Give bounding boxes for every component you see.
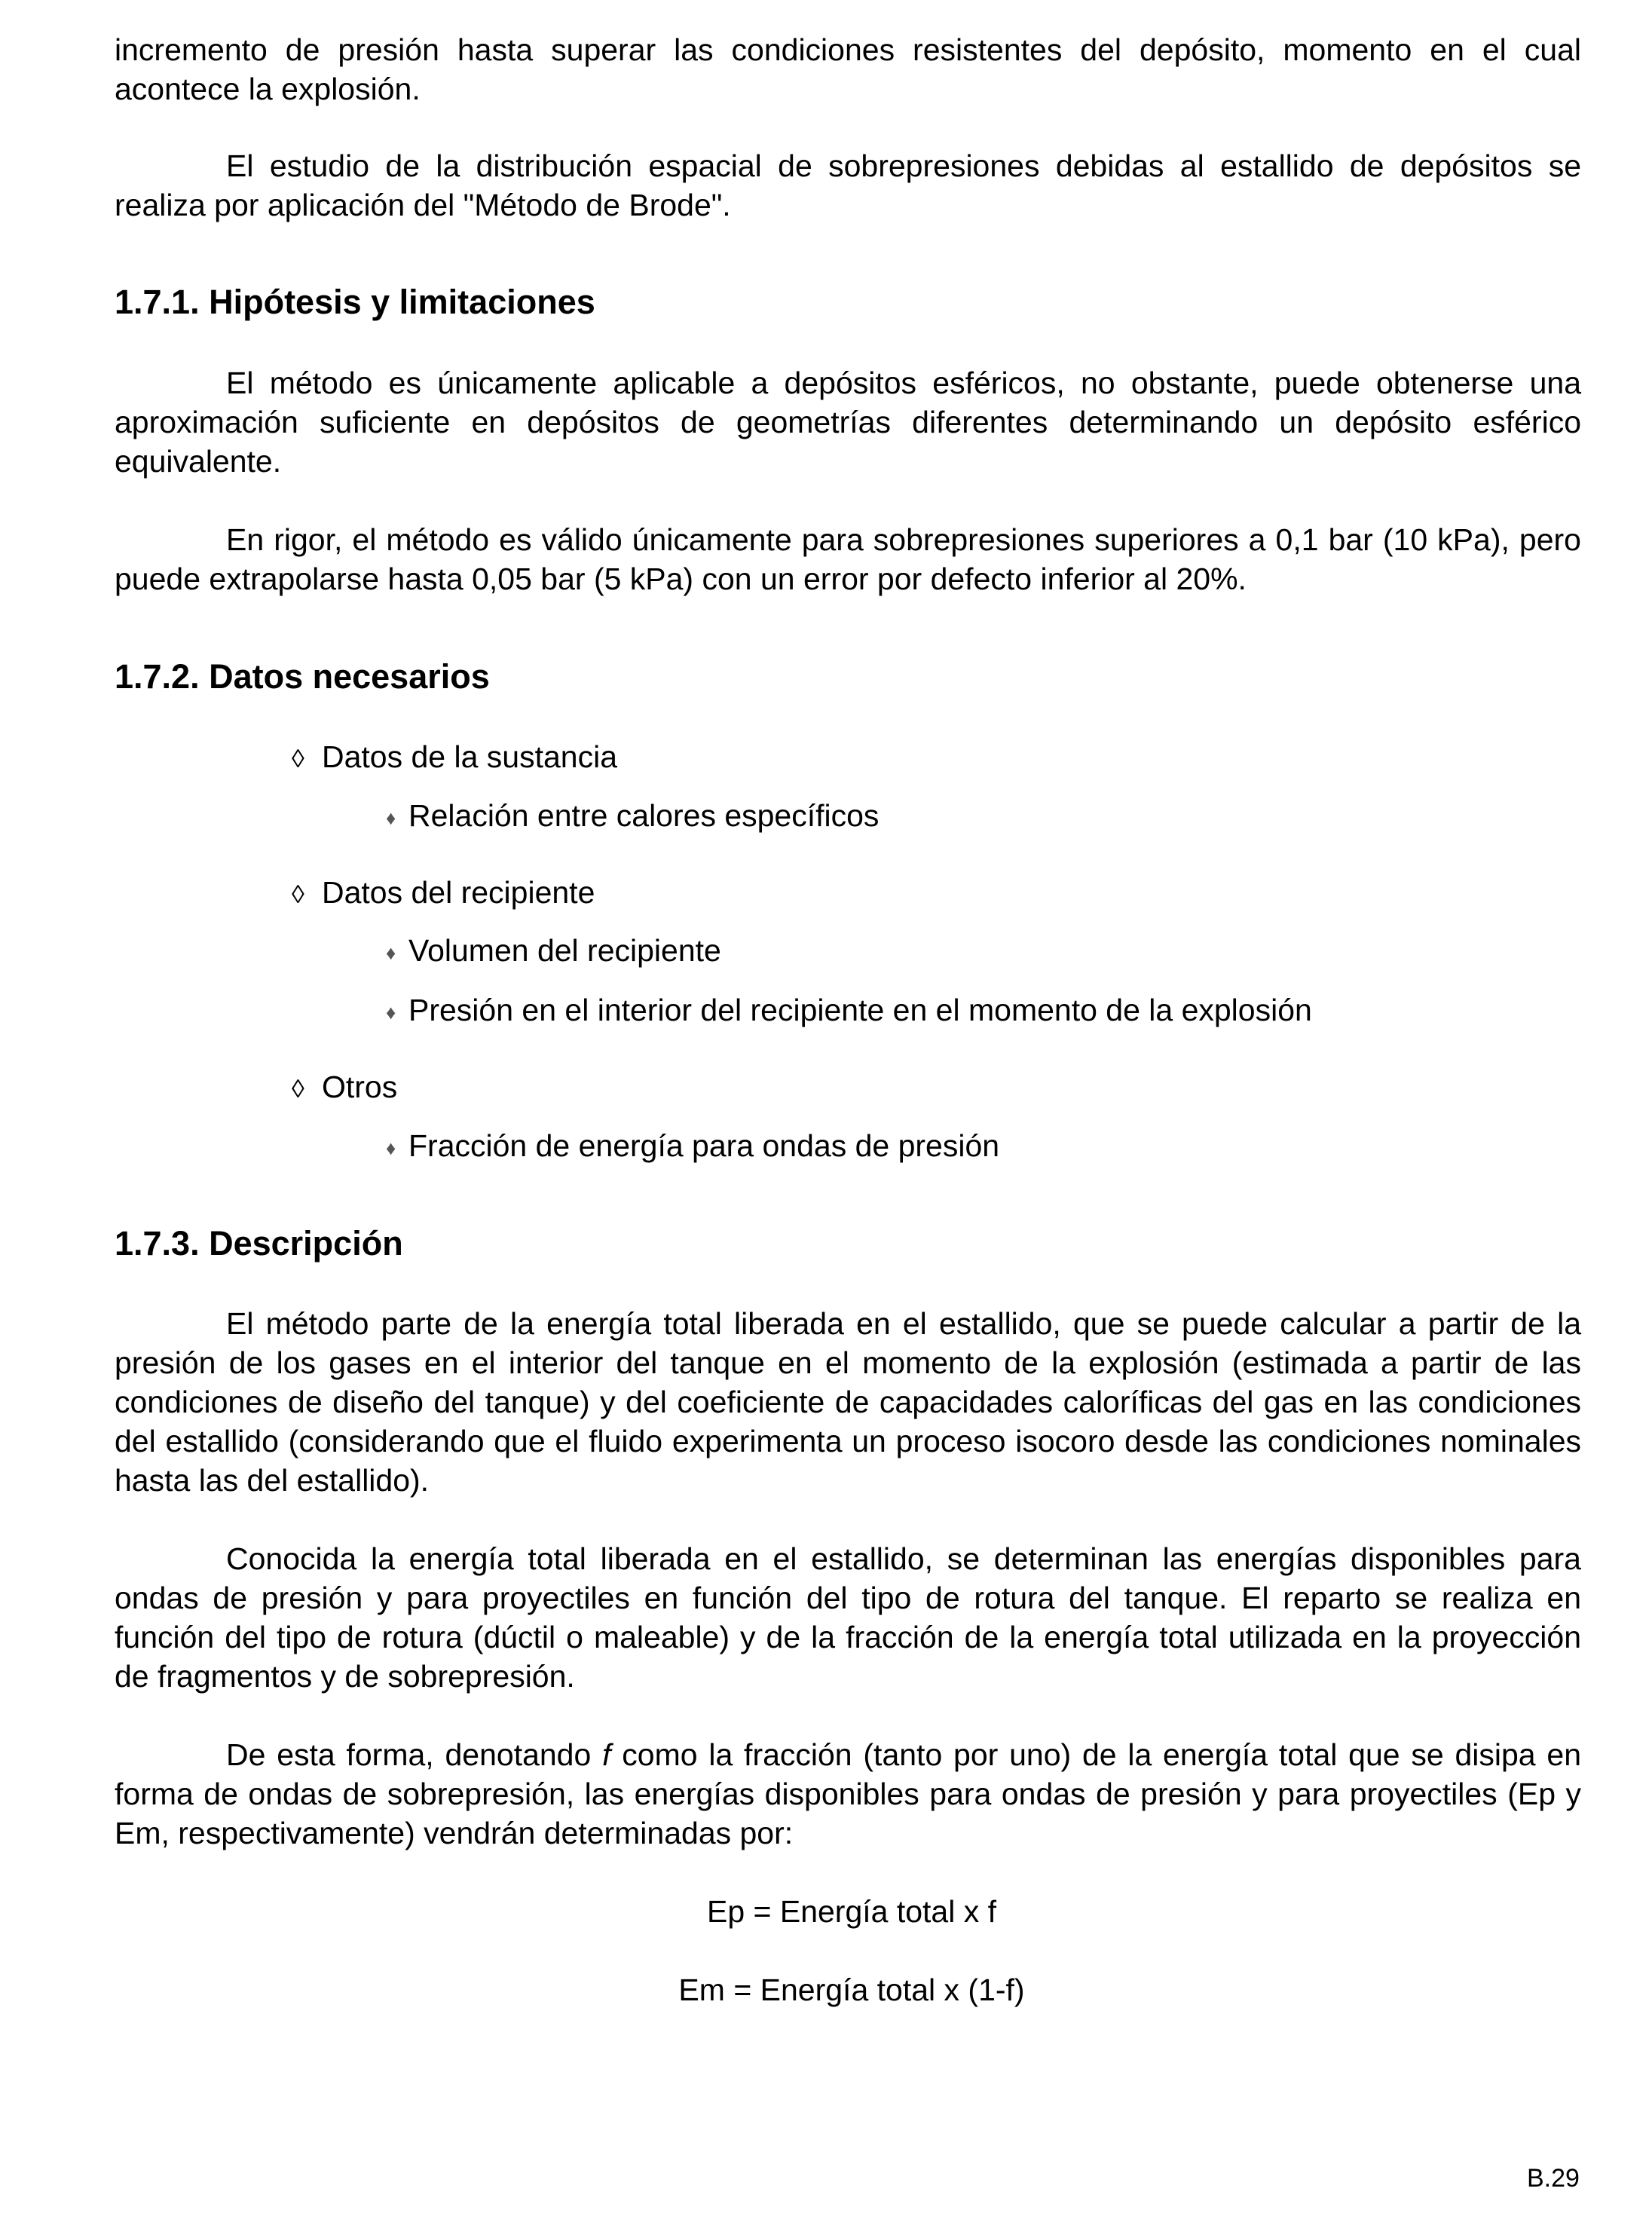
lozenge-icon: ◊ — [292, 745, 304, 773]
list-item-label: Volumen del recipiente — [408, 933, 721, 968]
list-item-label: Fracción de energía para ondas de presión — [408, 1128, 1000, 1163]
diamond-icon: ♦ — [386, 806, 396, 829]
paragraph-text: El método parte de la energía total liberada en el estallido, que se puede calcular a partir de la presión de los gases en el interior del tanque en el momento de la explosión (estimada a partir de las condiciones de diseño del tanque) y del coeficiente de capacidades caloríficas del gas en las condiciones del estallido (considerando que el fluido experimenta un proceso isocoro desde las condiciones nominales hasta las del estallido). — [115, 1306, 1581, 1498]
paragraph-validity — [115, 520, 1581, 598]
list-item — [386, 931, 721, 972]
paragraph-energy-split — [115, 1539, 1581, 1696]
section-heading-hipotesis: 1.7.1. Hipótesis y limitaciones — [115, 283, 595, 321]
lozenge-icon: ◊ — [292, 1075, 304, 1103]
formula-text: Ep = Energía total x f — [706, 1894, 997, 1929]
list-item — [386, 990, 1312, 1032]
list-item-group — [292, 873, 595, 914]
formula-text: Em = Energía total x (1-f) — [678, 1973, 1025, 2007]
variable-f: f — [602, 1737, 611, 1772]
lozenge-icon: ◊ — [292, 880, 304, 909]
list-item-group — [292, 737, 617, 779]
list-item-label: Otros — [322, 1070, 398, 1104]
section-heading-descripcion: 1.7.3. Descripción — [115, 1224, 403, 1263]
paragraph-text: Conocida la energía total liberada en el estallido, se determinan las energías disponibles para ondas de presión y para proyectiles en función del tipo de rotura del tanque. El reparto se realiza en función del tipo de rotura (dúctil o maleable) y de la fracción de la energía total utilizada en la proyección de fragmentos y de sobrepresión. — [115, 1541, 1581, 1694]
formula-ep — [0, 1892, 1652, 1931]
paragraph-text: De esta forma, denotando — [226, 1737, 603, 1772]
list-item-label: Datos del recipiente — [322, 875, 595, 910]
list-item-group — [292, 1067, 397, 1109]
paragraph-text: como la fracción (tanto por uno) de la energía total que se disipa en forma de ondas de sobrepresión, las energías disponibles para ondas de presión y para proyectiles (Ep y Em, respectivamente) vendrán determinadas por: — [115, 1737, 1581, 1850]
diamond-icon: ♦ — [386, 941, 396, 964]
list-item — [386, 796, 879, 837]
paragraph-continuation — [115, 30, 1581, 109]
list-item-label: Relación entre calores específicos — [408, 798, 880, 833]
formula-em — [0, 1970, 1652, 2009]
paragraph-brode-method — [115, 146, 1581, 225]
paragraph-text: El estudio de la distribución espacial de sobrepresiones debidas al estallido de depósitos se realiza por aplicación del "Método de Brode". — [115, 148, 1581, 222]
paragraph-total-energy — [115, 1304, 1581, 1500]
list-item-label: Datos de la sustancia — [322, 739, 618, 774]
paragraph-text: El método es únicamente aplicable a depósitos esféricos, no obstante, puede obtenerse una aproximación suficiente en depósitos de geometrías diferentes determinando un depósito esférico equivalente. — [115, 366, 1581, 479]
list-item — [386, 1126, 999, 1168]
paragraph-text: En rigor, el método es válido únicamente para sobrepresiones superiores a 0,1 bar (10 kPa), pero puede extrapolarse hasta 0,05 bar (5 kPa) con un error por defecto inferior al 20%. — [115, 522, 1581, 596]
diamond-icon: ♦ — [386, 1137, 396, 1159]
page-number: B.29 — [1527, 2164, 1580, 2193]
section-heading-datos: 1.7.2. Datos necesarios — [115, 657, 490, 696]
paragraph-text: incremento de presión hasta superar las condiciones resistentes del depósito, momento en el cual acontece la explosión. — [115, 32, 1581, 106]
paragraph-spherical — [115, 363, 1581, 481]
paragraph-fraction-f — [115, 1735, 1581, 1853]
list-item-label: Presión en el interior del recipiente en el momento de la explosión — [408, 993, 1312, 1027]
diamond-icon: ♦ — [386, 1001, 396, 1024]
